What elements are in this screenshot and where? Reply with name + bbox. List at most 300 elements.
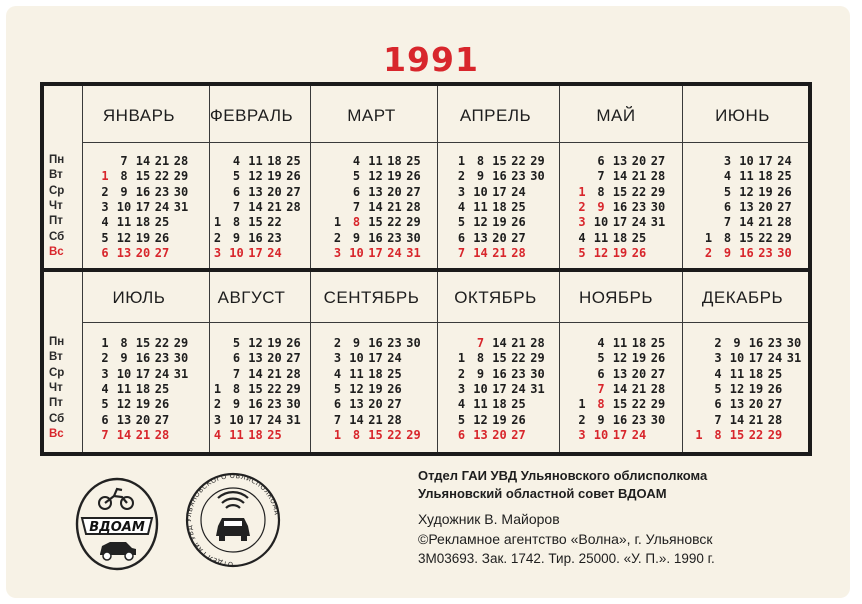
weekday-label: Чт [49,199,63,212]
day-number: 27 [154,412,170,427]
day-number: 19 [631,351,647,366]
day-number: 11 [593,230,609,245]
day-number: 1 [695,427,703,442]
day-number: 9 [120,184,128,199]
day-number: 29 [767,427,783,442]
day-number: 25 [406,154,421,168]
day-number: 1 [333,427,342,442]
month-name: МАРТ [347,106,396,125]
day-number: 29 [777,230,792,245]
day-number: 29 [286,381,301,396]
day-number: 24 [777,154,792,168]
day-number: 13 [349,397,364,412]
day-number: 2 [714,336,722,350]
day-number: 22 [267,381,282,396]
day-number: 26 [286,169,301,184]
weekday-label: Сб [49,230,65,243]
day-number: 17 [492,381,507,396]
day-number: 20 [368,397,383,412]
day-number: 23 [511,366,526,381]
day-number: 11 [473,397,488,412]
day-number: 16 [612,199,628,214]
month-name: АПРЕЛЬ [459,106,532,125]
month-name: ФЕВРАЛЬ [209,106,294,125]
day-number: 18 [748,366,764,381]
day-number: 7 [723,215,732,230]
day-number: 10 [229,245,244,260]
day-number: 14 [135,154,151,168]
day-number: 8 [597,397,605,412]
day-number: 24 [511,381,526,396]
day-number: 2 [457,169,466,184]
day-number: 31 [173,199,189,214]
day-number: 23 [511,169,526,184]
day-number: 9 [597,199,605,214]
day-number: 7 [120,154,128,168]
day-number: 16 [248,397,263,412]
weekday-label: Ср [49,366,65,379]
day-number: 3 [333,245,342,260]
day-number: 6 [232,184,241,199]
day-number: 24 [631,215,647,230]
day-number: 4 [597,336,605,350]
day-number: 22 [387,215,402,230]
day-number: 8 [232,215,241,230]
day-number: 15 [492,154,507,168]
day-number: 30 [406,230,421,245]
day-number: 23 [154,184,170,199]
weekday-label: Ср [49,184,65,197]
weekday-label: Вт [49,169,63,182]
day-number: 18 [631,336,647,350]
day-number: 10 [116,366,132,381]
day-number: 18 [387,154,402,168]
weekday-label: Вт [49,351,63,364]
day-number: 31 [650,215,666,230]
day-number: 23 [267,230,282,245]
day-number: 5 [101,230,109,245]
day-number: 1 [213,381,222,396]
day-number: 19 [612,245,628,260]
day-number: 20 [748,397,764,412]
day-number: 2 [333,230,342,245]
day-number: 5 [578,245,586,260]
day-number: 14 [492,336,507,350]
day-number: 29 [530,154,545,168]
day-number: 14 [729,412,745,427]
day-number: 2 [578,412,586,427]
day-number: 20 [492,230,507,245]
day-number: 24 [387,245,402,260]
day-number: 3 [723,154,732,168]
day-number: 10 [593,427,609,442]
day-number: 16 [492,366,507,381]
day-number: 17 [248,412,263,427]
day-number: 13 [739,199,754,214]
day-number: 19 [368,381,383,396]
day-number: 13 [248,351,263,366]
day-number: 23 [267,397,282,412]
day-number: 26 [631,245,647,260]
day-number: 23 [631,199,647,214]
day-number: 27 [777,199,792,214]
day-number: 20 [267,184,282,199]
day-number: 21 [267,199,282,214]
day-number: 15 [248,381,263,396]
day-number: 9 [733,336,741,350]
day-number: 30 [650,412,666,427]
day-number: 14 [368,199,383,214]
day-number: 19 [758,184,773,199]
day-number: 21 [135,427,151,442]
gai-emblem [184,470,282,574]
day-number: 22 [631,397,647,412]
day-number: 28 [777,215,792,230]
day-number: 30 [530,366,545,381]
day-number: 14 [473,245,488,260]
day-number: 13 [473,230,488,245]
day-number: 10 [116,199,132,214]
day-number: 12 [116,397,132,412]
day-number: 23 [631,412,647,427]
month-name: ИЮНЬ [715,106,770,125]
day-number: 3 [333,351,342,366]
day-number: 18 [612,230,628,245]
day-number: 31 [406,245,421,260]
day-number: 18 [368,366,383,381]
day-number: 9 [476,169,485,184]
day-number: 19 [387,169,402,184]
day-number: 19 [135,397,151,412]
day-number: 5 [101,397,109,412]
day-number: 6 [101,412,109,427]
day-number: 8 [714,427,722,442]
day-number: 2 [578,199,586,214]
day-number: 1 [704,230,713,245]
day-number: 25 [286,154,301,168]
day-number: 5 [457,215,466,230]
day-number: 3 [213,412,222,427]
day-number: 27 [387,397,402,412]
day-number: 21 [511,336,526,350]
day-number: 8 [232,381,241,396]
day-number: 22 [758,230,773,245]
day-number: 26 [511,215,526,230]
weekday-label: Вс [49,427,64,440]
day-number: 17 [492,184,507,199]
day-number: 20 [387,184,402,199]
day-number: 14 [116,427,132,442]
day-number: 24 [511,184,526,199]
day-number: 25 [511,199,526,214]
day-number: 3 [101,199,109,214]
day-number: 10 [593,215,609,230]
day-number: 28 [767,412,783,427]
day-number: 13 [729,397,745,412]
month-name: ОКТЯБРЬ [454,288,537,307]
day-number: 1 [213,215,222,230]
day-number: 20 [135,245,151,260]
day-number: 6 [457,427,466,442]
gai-ring-text: ОТДЕЛ ГАИ УВД УЛЬЯНОВСКОГО ОБЛИСПОЛКОМА [185,471,281,569]
day-number: 5 [232,336,241,350]
day-number: 25 [154,381,170,396]
day-number: 7 [232,199,241,214]
day-number: 29 [406,427,421,442]
day-number: 8 [120,169,128,184]
day-number: 11 [739,169,754,184]
day-number: 20 [492,427,507,442]
day-number: 12 [593,245,609,260]
day-number: 2 [213,397,222,412]
day-number: 12 [248,169,263,184]
day-number: 6 [714,397,722,412]
day-number: 28 [530,336,545,350]
day-number: 17 [368,351,383,366]
day-number: 2 [101,184,109,199]
day-number: 24 [154,199,170,214]
day-number: 8 [597,184,605,199]
day-number: 17 [368,245,383,260]
day-number: 22 [748,427,764,442]
day-number: 26 [406,169,421,184]
weekday-label: Сб [49,412,65,425]
day-number: 19 [135,230,151,245]
day-number: 23 [154,351,170,366]
day-number: 27 [511,427,526,442]
day-number: 4 [213,427,222,442]
day-number: 25 [511,397,526,412]
day-number: 29 [173,336,189,350]
day-number: 21 [154,154,170,168]
day-number: 20 [758,199,773,214]
day-number: 15 [729,427,745,442]
day-number: 20 [631,154,647,168]
day-number: 21 [631,169,647,184]
day-number: 29 [530,351,545,366]
day-number: 3 [101,366,109,381]
day-number: 3 [578,427,586,442]
day-number: 16 [135,184,151,199]
day-number: 30 [173,184,189,199]
day-number: 17 [612,427,628,442]
day-number: 19 [492,412,507,427]
day-number: 25 [767,366,783,381]
day-number: 15 [248,215,263,230]
day-number: 4 [578,230,586,245]
day-number: 7 [232,366,241,381]
day-number: 22 [267,215,282,230]
day-number: 4 [723,169,732,184]
day-number: 29 [406,215,421,230]
day-number: 9 [352,336,361,350]
day-number: 7 [457,245,466,260]
day-number: 6 [597,366,605,381]
day-number: 21 [758,215,773,230]
day-number: 3 [714,351,722,366]
day-number: 26 [286,336,301,350]
day-number: 15 [368,427,383,442]
day-number: 23 [758,245,773,260]
info-line-3: Художник В. Майоров [418,511,560,527]
day-number: 27 [286,184,301,199]
day-number: 4 [101,215,109,230]
day-number: 28 [387,412,402,427]
day-number: 18 [267,154,282,168]
day-number: 21 [631,381,647,396]
day-number: 12 [729,381,745,396]
day-number: 21 [748,412,764,427]
day-number: 11 [349,366,364,381]
day-number: 3 [213,245,222,260]
day-number: 17 [135,366,151,381]
day-number: 12 [473,215,488,230]
day-number: 3 [457,381,466,396]
day-number: 16 [739,245,754,260]
day-number: 3 [578,215,586,230]
day-number: 2 [101,351,109,366]
day-number: 8 [120,336,128,350]
day-number: 27 [650,154,666,168]
day-number: 17 [758,154,773,168]
day-number: 18 [758,169,773,184]
day-number: 18 [492,397,507,412]
day-number: 18 [135,381,151,396]
day-number: 18 [248,427,263,442]
day-number: 25 [650,336,666,350]
day-number: 30 [777,245,792,260]
day-number: 16 [368,336,383,350]
day-number: 1 [333,215,342,230]
day-number: 10 [729,351,745,366]
info-line-1: Отдел ГАИ УВД Ульяновского облисполкома [418,468,708,483]
day-number: 26 [650,351,666,366]
weekday-label: Чт [49,381,63,394]
day-number: 25 [387,366,402,381]
day-number: 14 [612,381,628,396]
day-number: 15 [612,184,628,199]
day-number: 2 [704,245,713,260]
day-number: 30 [650,199,666,214]
month-name: АВГУСТ [217,288,286,307]
calendar-grid [40,82,812,456]
day-number: 20 [631,366,647,381]
day-number: 26 [154,230,170,245]
day-number: 23 [767,336,783,350]
day-number: 20 [267,351,282,366]
day-number: 15 [612,397,628,412]
day-number: 7 [597,381,605,396]
day-number: 19 [748,381,764,396]
day-number: 6 [457,230,466,245]
day-number: 5 [333,381,342,396]
day-number: 26 [387,381,402,396]
day-number: 14 [248,199,263,214]
weekday-label: Пн [49,154,65,166]
day-number: 31 [286,412,301,427]
day-number: 21 [387,199,402,214]
day-number: 13 [116,412,132,427]
day-number: 5 [352,169,361,184]
day-number: 8 [352,215,361,230]
month-name: МАЙ [596,106,636,125]
month-name: СЕНТЯБРЬ [323,288,420,307]
day-number: 7 [101,427,109,442]
day-number: 22 [387,427,402,442]
header-divider [82,142,808,143]
day-number: 18 [492,199,507,214]
day-number: 2 [213,230,222,245]
day-number: 9 [476,366,485,381]
day-number: 20 [135,412,151,427]
day-number: 7 [333,412,342,427]
day-number: 25 [777,169,792,184]
day-number: 15 [492,351,507,366]
day-number: 16 [492,169,507,184]
day-number: 12 [349,381,364,396]
day-number: 7 [352,199,361,214]
car-icon [100,542,136,560]
day-number: 21 [267,366,282,381]
day-number: 19 [267,169,282,184]
day-number: 12 [612,351,628,366]
day-number: 21 [492,245,507,260]
day-number: 18 [135,215,151,230]
day-number: 4 [101,381,109,396]
day-number: 16 [612,412,628,427]
day-number: 27 [650,366,666,381]
day-number: 24 [631,427,647,442]
day-number: 24 [767,351,783,366]
month-name: ИЮЛЬ [112,288,166,307]
day-number: 10 [739,154,754,168]
day-number: 22 [154,169,170,184]
day-number: 11 [229,427,244,442]
day-number: 28 [650,381,666,396]
day-number: 14 [248,366,263,381]
day-number: 1 [578,397,586,412]
day-number: 4 [714,366,722,381]
vdoam-text: ВДОАМ [89,520,145,535]
day-number: 10 [349,245,364,260]
day-number: 9 [723,245,732,260]
day-number: 27 [286,351,301,366]
motorcycle-icon [99,489,133,509]
day-number: 24 [154,366,170,381]
day-number: 27 [154,245,170,260]
day-number: 11 [473,199,488,214]
day-number: 25 [154,215,170,230]
weekday-label: Пн [49,336,65,348]
day-number: 6 [723,199,732,214]
day-number: 9 [120,351,128,366]
day-number: 10 [473,381,488,396]
day-number: 1 [457,154,466,168]
day-number: 8 [476,154,485,168]
day-number: 21 [368,412,383,427]
day-number: 1 [457,351,466,366]
day-number: 28 [511,245,526,260]
day-number: 6 [333,397,342,412]
half-divider [44,268,808,272]
day-number: 4 [457,397,466,412]
day-number: 5 [232,169,241,184]
day-number: 27 [511,230,526,245]
day-number: 1 [578,184,586,199]
day-number: 4 [457,199,466,214]
day-number: 27 [406,184,421,199]
day-number: 31 [786,351,802,366]
